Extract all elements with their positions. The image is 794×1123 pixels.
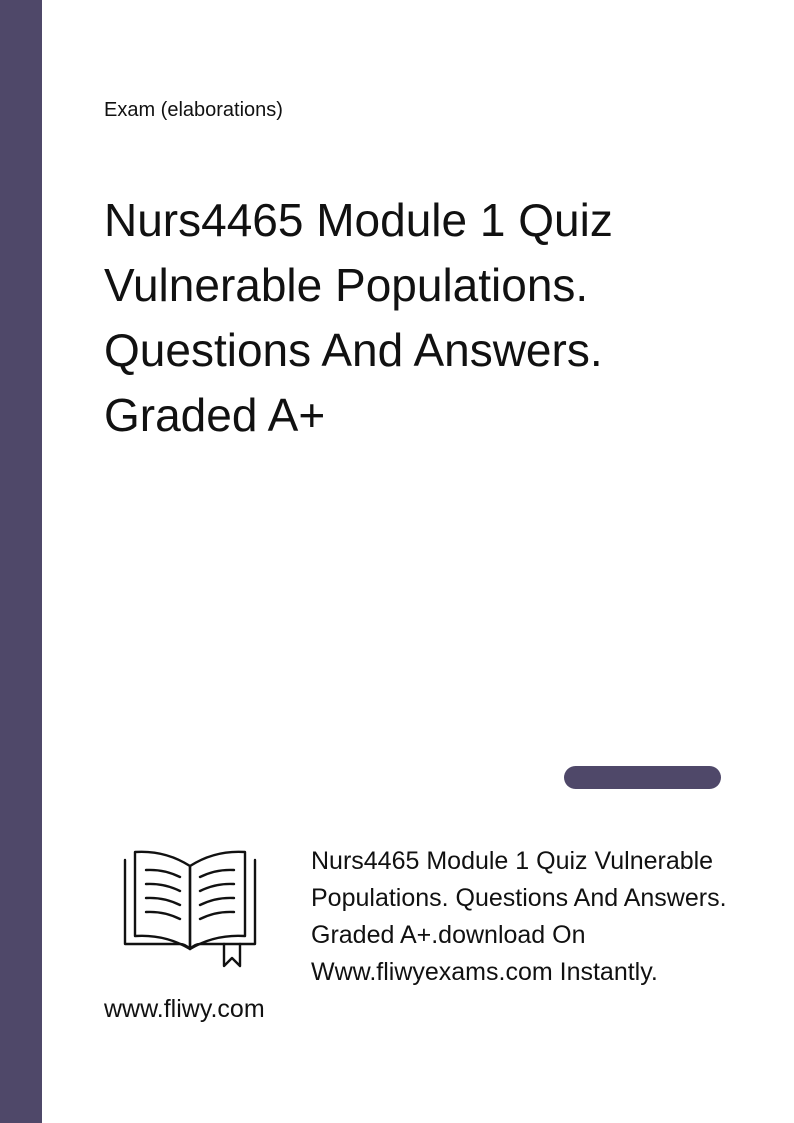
download-note: Nurs4465 Module 1 Quiz Vulnerable Populations. Questions And Answers. Graded A+.download On Www.fliwyexams.com Instantly. — [311, 847, 727, 986]
site-link[interactable]: www.fliwy.com — [104, 995, 265, 1023]
open-book-icon — [120, 848, 260, 970]
document-type-label: Exam (elaborations) — [104, 99, 283, 121]
accent-pill — [564, 766, 721, 789]
sidebar-accent-bar — [0, 0, 42, 1123]
document-title: Nurs4465 Module 1 Quiz Vulnerable Populations. Questions And Answers. Graded A+ — [104, 194, 613, 441]
